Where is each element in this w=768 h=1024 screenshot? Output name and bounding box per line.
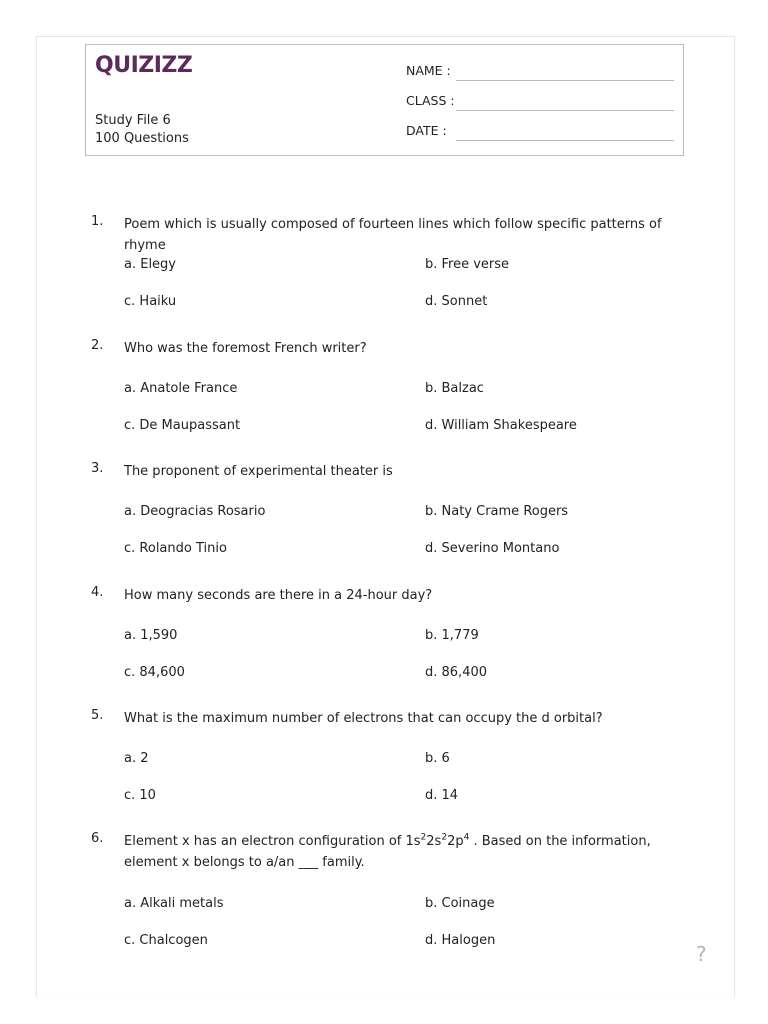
question-number: 4. — [91, 585, 104, 600]
option-c: c. Haiku — [124, 294, 177, 309]
option-d: d. 86,400 — [425, 665, 488, 680]
option-c: c. De Maupassant — [124, 418, 241, 433]
name-label: NAME : — [406, 63, 451, 78]
option-b: b. Coinage — [425, 896, 495, 911]
option-a: a. Elegy — [124, 257, 176, 272]
question-number: 6. — [91, 831, 104, 846]
study-title: Study File 6 — [95, 113, 171, 128]
question-text: What is the maximum number of electrons that can occupy the d orbital? — [124, 711, 603, 726]
option-a: a. 2 — [124, 751, 149, 766]
option-b: b. 6 — [425, 751, 450, 766]
option-c: c. 10 — [124, 788, 156, 803]
question-number: 1. — [91, 214, 104, 229]
option-d: d. Halogen — [425, 933, 496, 948]
option-b: b. 1,779 — [425, 628, 479, 643]
option-d: d. Sonnet — [425, 294, 488, 309]
date-label: DATE : — [406, 123, 447, 138]
question-text: Element x has an electron configuration of $1s^22s^22p^4$ . Based on the information, element x belongs to a/an ___ family. — [124, 832, 651, 870]
option-a: a. Alkali metals — [124, 896, 224, 911]
option-b: b. Naty Crame Rogers — [425, 504, 569, 519]
option-a: a. Deogracias Rosario — [124, 504, 266, 519]
option-a: a. Anatole France — [124, 381, 238, 396]
option-b: b. Free verse — [425, 257, 510, 272]
question-count: 100 Questions — [95, 131, 189, 146]
worksheet-header — [85, 44, 684, 156]
option-d: d. 14 — [425, 788, 459, 803]
question-text: The proponent of experimental theater is — [124, 464, 393, 479]
class-label: CLASS : — [406, 93, 455, 108]
option-d: d. Severino Montano — [425, 541, 560, 556]
option-c: c. Chalcogen — [124, 933, 208, 948]
option-a: a. 1,590 — [124, 628, 178, 643]
help-icon[interactable]: ? — [696, 942, 707, 966]
question-text: How many seconds are there in a 24-hour day? — [124, 588, 433, 603]
date-line — [456, 140, 674, 141]
option-b: b. Balzac — [425, 381, 484, 396]
question-number: 5. — [91, 708, 104, 723]
class-line — [456, 110, 674, 111]
question-number: 2. — [91, 338, 104, 353]
question-text: Who was the foremost French writer? — [124, 341, 367, 356]
question-text: Poem which is usually composed of fourteen lines which follow specific patterns of rhyme — [124, 217, 662, 253]
question-number: 3. — [91, 461, 104, 476]
quizizz-logo: QUIZIZZ — [95, 53, 193, 78]
option-d: d. William Shakespeare — [425, 418, 577, 433]
name-line — [456, 80, 674, 81]
option-c: c. Rolando Tinio — [124, 541, 227, 556]
option-c: c. 84,600 — [124, 665, 185, 680]
